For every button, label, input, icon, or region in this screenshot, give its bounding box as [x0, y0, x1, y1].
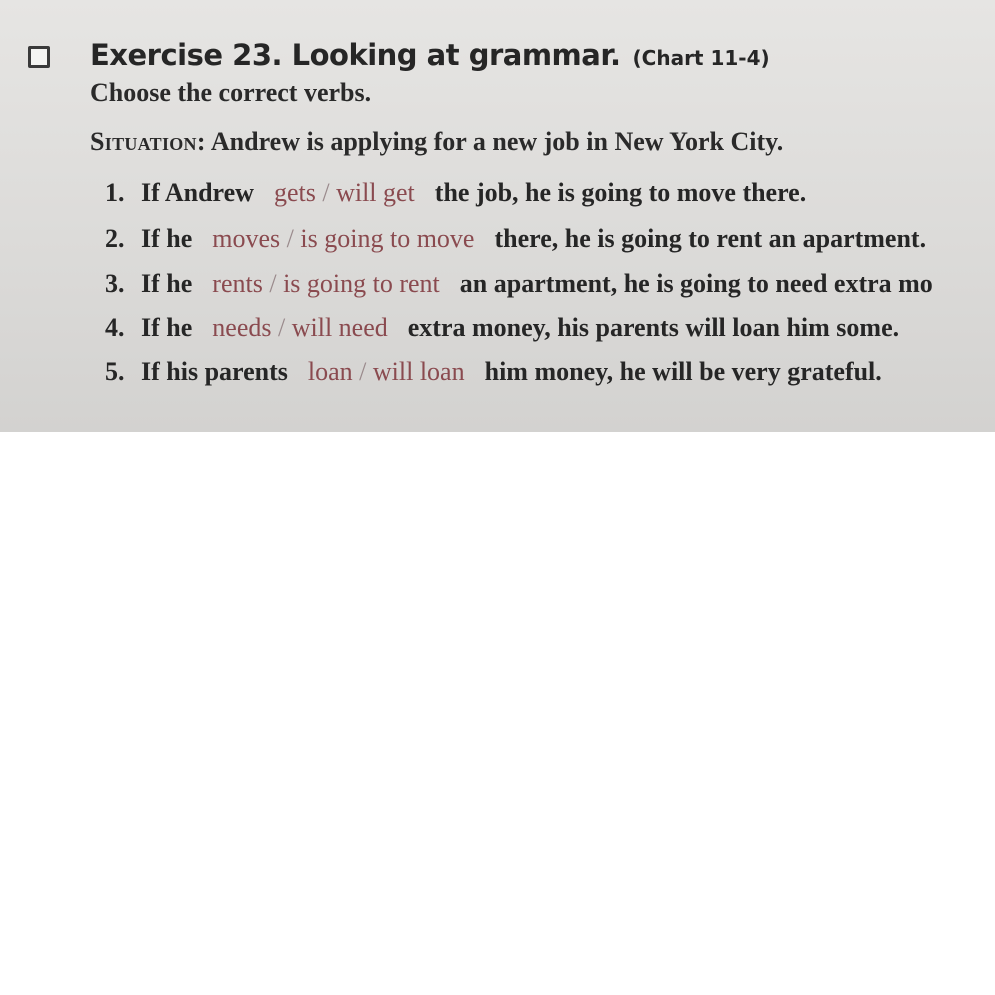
choice-separator: / — [322, 178, 330, 207]
textbook-photo — [0, 0, 995, 432]
item-tail-text: an apartment, he is going to need extra mo — [459, 269, 933, 298]
verb-choices — [274, 178, 415, 207]
situation-label: Situation: — [90, 127, 206, 156]
situation-line — [90, 127, 783, 157]
item-tail-text: the job, he is going to move there. — [434, 178, 807, 207]
item-lead-text: If he — [141, 224, 193, 253]
exercise-item — [105, 178, 806, 208]
verb-option-b[interactable]: will loan — [372, 357, 465, 386]
chart-reference: (Chart 11-4) — [632, 46, 770, 70]
item-number: 4. — [105, 313, 125, 342]
exercise-title — [90, 38, 770, 72]
verb-choices — [212, 224, 474, 253]
item-lead-text: If he — [141, 313, 193, 342]
item-lead-text: If his parents — [141, 357, 288, 386]
verb-choices — [308, 357, 465, 386]
verb-option-b[interactable]: will get — [336, 178, 415, 207]
checkbox-icon — [28, 46, 50, 68]
exercise-item — [105, 357, 882, 387]
item-tail-text: him money, he will be very grateful. — [484, 357, 882, 386]
verb-option-a[interactable]: gets — [273, 178, 316, 207]
exercise-item — [105, 224, 926, 254]
instruction-text: Choose the correct verbs. — [90, 78, 372, 107]
item-number: 3. — [105, 269, 125, 298]
item-lead-text: If Andrew — [141, 178, 254, 207]
verb-option-a[interactable]: moves — [212, 224, 281, 253]
verb-choices — [212, 313, 387, 342]
exercise-heading: Exercise 23. Looking at grammar. — [90, 38, 621, 72]
choice-separator: / — [359, 357, 367, 386]
choice-separator: / — [286, 224, 294, 253]
verb-option-b[interactable]: will need — [291, 313, 388, 342]
verb-option-b[interactable]: is going to rent — [283, 269, 440, 298]
item-number: 2. — [105, 224, 125, 253]
verb-option-a[interactable]: rents — [212, 269, 263, 298]
exercise-item — [105, 313, 899, 343]
item-tail-text: extra money, his parents will loan him some. — [407, 313, 900, 342]
verb-choices — [212, 269, 440, 298]
choice-separator: / — [277, 313, 286, 342]
choice-separator: / — [269, 269, 277, 298]
situation-text: Andrew is applying for a new job in New York City. — [210, 127, 784, 156]
item-number: 5. — [105, 357, 125, 386]
exercise-item — [105, 269, 933, 299]
item-tail-text: there, he is going to rent an apartment. — [494, 224, 927, 253]
verb-option-a[interactable]: loan — [307, 357, 353, 386]
verb-option-b[interactable]: is going to move — [300, 224, 475, 253]
item-number: 1. — [105, 178, 125, 207]
verb-option-a[interactable]: needs — [212, 313, 272, 342]
item-lead-text: If he — [141, 269, 193, 298]
